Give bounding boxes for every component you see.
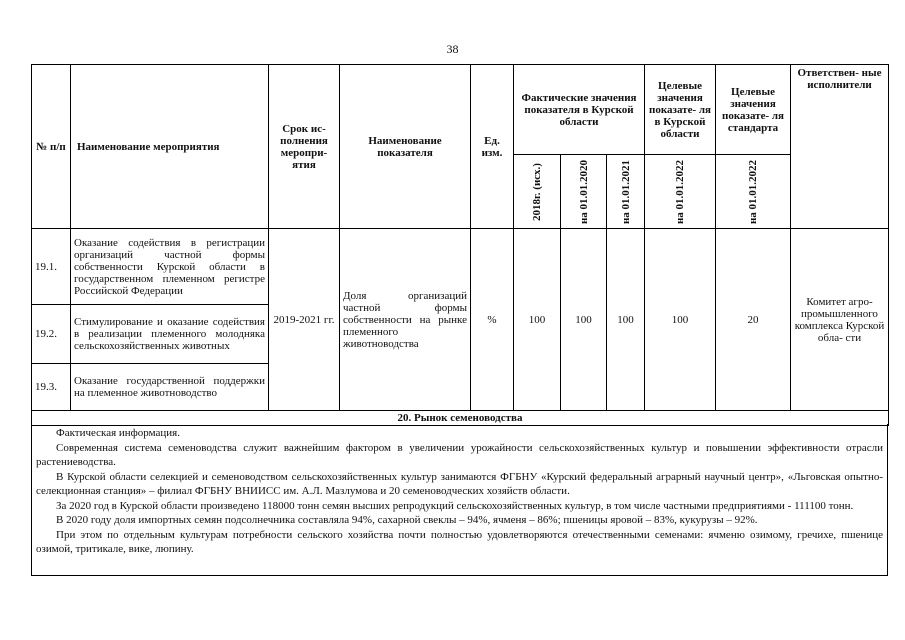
row-num: 19.2. [32, 305, 71, 364]
paragraph: Фактическая информация. [56, 427, 180, 439]
paragraph: В 2020 году доля импортных семян подсолнечника составляла 94%, сахарной свеклы – 94%, ячменя – 86%; пшеницы яровой – 83%, кукурузы – 92%. [56, 514, 758, 526]
shared-deadline: 2019-2021 гг. [269, 229, 340, 411]
row-num: 19.1. [32, 229, 71, 305]
row-event-name: Оказание содействия в регистрации организаций частной формы собственности Курской области в государственном племенном регистре Российской Федерации [71, 229, 269, 305]
section-title: 20. Рынок семеноводства [32, 411, 889, 426]
header-actual-values: Фактические значения показателя в Курской области [514, 65, 645, 155]
paragraph: При этом по отдельным культурам потребности сельского хозяйства почти полностью удовлетворяются отечественными семенами: ячменю озимому, гречихе, пшенице озимой, тритикале, вике, люпину. [36, 528, 883, 555]
header-target-standard: Целевые значения показате- ля стандарта [716, 65, 791, 155]
row-event-name: Стимулирование и оказание содействия в реализации племенного молодняка сельскохозяйственных животных [71, 305, 269, 364]
value-standard: 20 [716, 229, 791, 411]
shared-indicator: Доля организаций частной формы собственности на рынке племенного животноводства [340, 229, 471, 411]
header-event-name: Наименование мероприятия [71, 65, 269, 229]
subheader-2020: на 01.01.2020 [577, 159, 590, 224]
paragraph: Современная система семеноводства служит важнейшим фактором в увеличении урожайности сельскохозяйственных культур и повышении эффективности отрасли растениеводства. [36, 441, 883, 468]
shared-responsible: Комитет агро- промышленного комплекса Курской обла- сти [791, 229, 889, 411]
value-2018: 100 [514, 229, 561, 411]
section-text [31, 424, 888, 576]
measures-table [31, 64, 889, 426]
paragraph: За 2020 год в Курской области произведено 118000 тонн семян высших репродукций сельскохозяйственных культур, в том числе частными предприятиями - 111100 тонн. [56, 499, 854, 512]
subheader-2018: 2018г. (исх.) [531, 162, 543, 221]
value-target: 100 [645, 229, 716, 411]
header-deadline: Срок ис- полнения меропри- ятия [269, 65, 340, 229]
row-event-name: Оказание государственной поддержки на племенное животноводство [71, 364, 269, 411]
header-target-values: Целевые значения показате- ля в Курской области [645, 65, 716, 155]
value-2020: 100 [561, 229, 607, 411]
row-num: 19.3. [32, 364, 71, 411]
header-unit: Ед. изм. [471, 65, 514, 229]
paragraph: В Курской области селекцией и семеноводством сельскохозяйственных культур занимаются ФГБНУ «Курский федеральный аграрный научный центр», «Льговская опытно-селекционная станция» – филиал ФГБНУ ВНИИСС им. А.Л. Мазлумова и 20 семеноводческих хозяйств области. [36, 470, 883, 497]
header-row-1 [32, 65, 889, 155]
shared-unit: % [471, 229, 514, 411]
header-responsible: Ответствен- ные исполнители [791, 65, 889, 229]
subheader-standard: на 01.01.2022 [747, 159, 759, 224]
header-indicator-name: Наименование показателя [340, 65, 471, 229]
subheader-target: на 01.01.2022 [674, 159, 686, 224]
subheader-2021: на 01.01.2021 [619, 159, 632, 224]
header-num: № п/п [32, 65, 71, 229]
value-2021: 100 [607, 229, 645, 411]
page-number: 38 [446, 42, 459, 56]
table-row [32, 229, 889, 305]
